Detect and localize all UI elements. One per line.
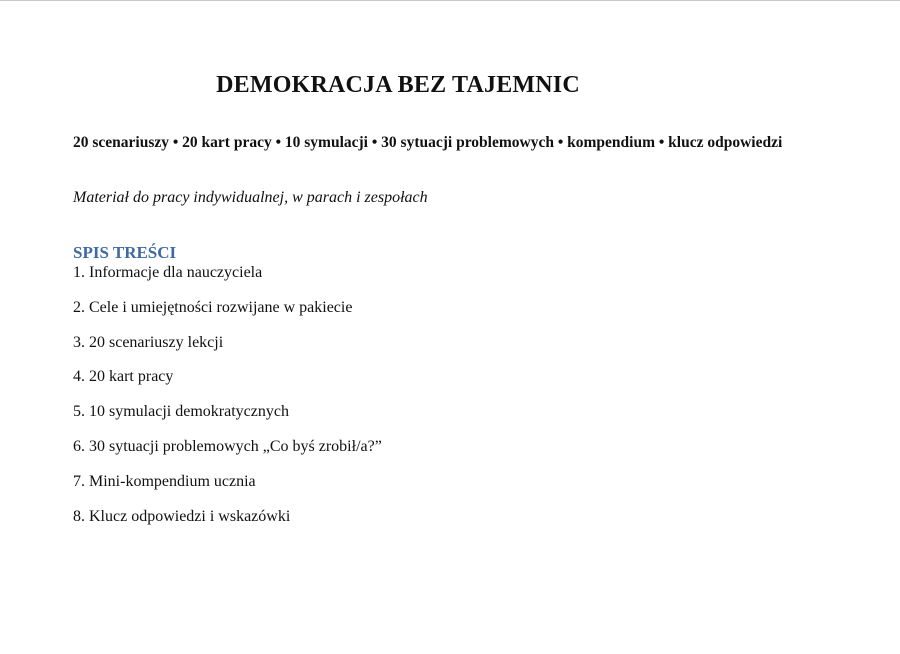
document-title: DEMOKRACJA BEZ TAJEMNIC	[216, 72, 580, 98]
toc-item-7: 7. Mini-kompendium ucznia	[73, 472, 256, 490]
toc-item-6: 6. 30 sytuacji problemowych „Co byś zrobił/a?”	[73, 437, 382, 455]
usage-note: Materiał do pracy indywidualnej, w parach i zespołach	[73, 189, 428, 206]
toc-item-8: 8. Klucz odpowiedzi i wskazówki	[73, 507, 291, 525]
toc-list	[73, 263, 382, 541]
document-subtitle: 20 scenariuszy • 20 kart pracy • 10 symulacji • 30 sytuacji problemowych • kompendium • klucz odpowiedzi	[73, 134, 783, 151]
toc-heading: SPIS TREŚCI	[73, 243, 177, 262]
toc-item-2: 2. Cele i umiejętności rozwijane w pakiecie	[73, 298, 353, 316]
toc-item-5: 5. 10 symulacji demokratycznych	[73, 403, 289, 421]
page-top-border	[0, 0, 900, 1]
toc-item-1: 1. Informacje dla nauczyciela	[73, 264, 263, 281]
toc-item-3: 3. 20 scenariuszy lekcji	[73, 333, 224, 351]
toc-item-4: 4. 20 kart pracy	[73, 368, 174, 386]
